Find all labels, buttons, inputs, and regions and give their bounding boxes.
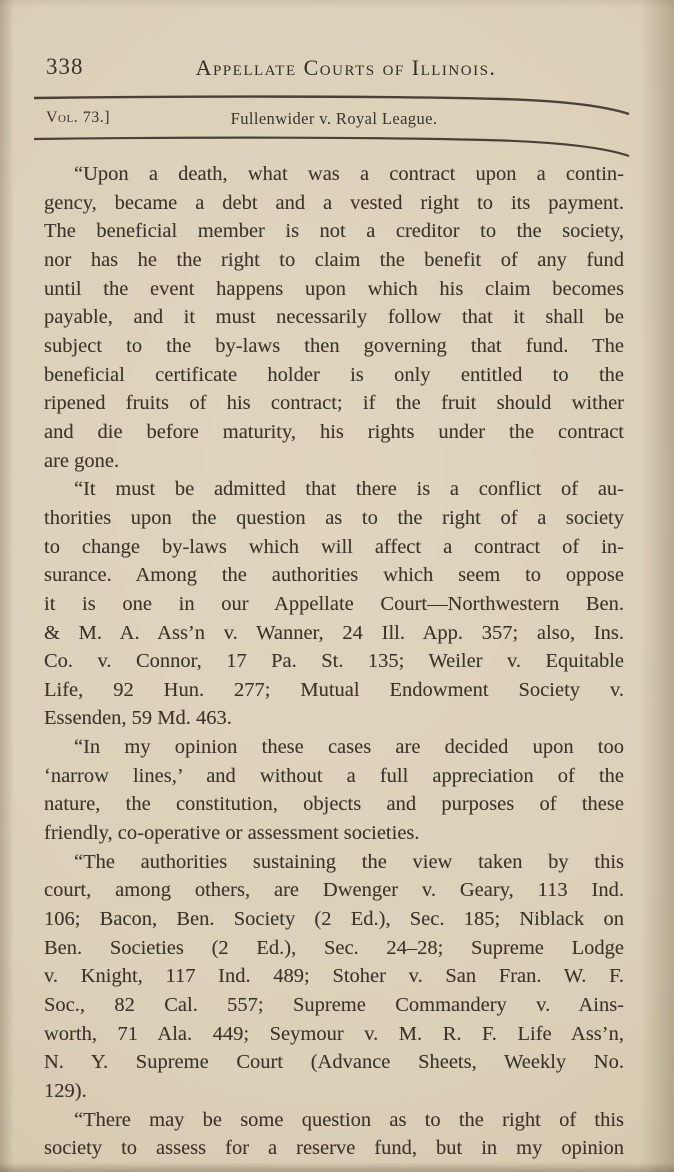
text-line: 129). [44, 1080, 87, 1102]
volume-label: Vol. 73.] [46, 109, 111, 126]
text-line: society to assess for a reserve fund, but in my opinion [44, 1137, 624, 1160]
case-header [44, 109, 624, 131]
text-line: it is one in our Appellate Court—Northwestern Ben. [44, 592, 624, 615]
text-line: ‘narrow lines,’ and without a full appreciation of the [44, 764, 624, 787]
text-line: Ben. Societies (2 Ed.), Sec. 24–28; Supreme Lodge [44, 936, 624, 959]
text-line: nature, the constitution, objects and purposes of these [44, 793, 624, 816]
text-line: nor has he the right to claim the benefit of any fund [44, 248, 624, 271]
text-line: surance. Among the authorities which seem to oppose [44, 564, 624, 587]
text-line: gency, became a debt and a vested right to its payment. [44, 191, 624, 214]
text-line: 106; Bacon, Ben. Society (2 Ed.), Sec. 185; Niblack on [44, 908, 624, 931]
paragraph [44, 733, 624, 848]
text-line: Co. v. Connor, 17 Pa. St. 135; Weiler v. Equitable [44, 650, 624, 673]
text-line: “The authorities sustaining the view taken by this [74, 850, 624, 873]
text-line: v. Knight, 117 Ind. 489; Stoher v. San Fran. W. F. [44, 965, 624, 988]
header-rule-bottom [33, 134, 631, 160]
text-line: subject to the by-laws then governing that fund. The [44, 334, 624, 357]
text-line: “It must be admitted that there is a conflict of au- [74, 478, 624, 501]
text-line: are gone. [44, 449, 120, 472]
text-line: N. Y. Supreme Court (Advance Sheets, Weekly No. [44, 1051, 624, 1074]
text-line: and die before maturity, his rights under the contract [44, 420, 624, 443]
paragraph [44, 1106, 624, 1163]
text-line: until the event happens upon which his claim becomes [44, 277, 624, 300]
text-line: Life, 92 Hun. 277; Mutual Endowment Society v. [44, 678, 624, 701]
text-line: court, among others, are Dwenger v. Geary, 113 Ind. [44, 879, 624, 902]
case-title: Fullenwider v. Royal League. [230, 109, 438, 128]
running-title: Appellate Courts of Illinois. [195, 55, 497, 80]
text-line: ripened fruits of his contract; if the fruit should wither [44, 392, 624, 415]
text-line: Essenden, 59 Md. 463. [44, 707, 232, 730]
paragraph [44, 475, 624, 733]
text-line: “There may be some question as to the right of this [74, 1108, 624, 1131]
text-line: payable, and it must necessarily follow that it shall be [44, 306, 624, 329]
text-line: & M. A. Ass’n v. Wanner, 24 Ill. App. 357; also, Ins. [44, 621, 624, 644]
paragraph [44, 848, 624, 1106]
text-line: The beneficial member is not a creditor to the society, [44, 220, 624, 243]
page-number: 338 [46, 54, 84, 79]
text-line: “Upon a death, what was a contract upon a contin- [74, 163, 624, 185]
text-line: worth, 71 Ala. 449; Seymour v. M. R. F. Life Ass’n, [44, 1022, 624, 1045]
text-line: “In my opinion these cases are decided upon too [74, 736, 624, 759]
text-line: thorities upon the question as to the right of a society [44, 506, 624, 529]
text-line: to change by-laws which will affect a contract of in- [44, 535, 624, 558]
text-line: friendly, co-operative or assessment societies. [44, 822, 420, 845]
text-line: beneficial certificate holder is only entitled to the [44, 363, 624, 386]
page-body [44, 160, 624, 1163]
text-line: Soc., 82 Cal. 557; Supreme Commandery v. Ains- [44, 994, 624, 1017]
paragraph [44, 160, 624, 475]
